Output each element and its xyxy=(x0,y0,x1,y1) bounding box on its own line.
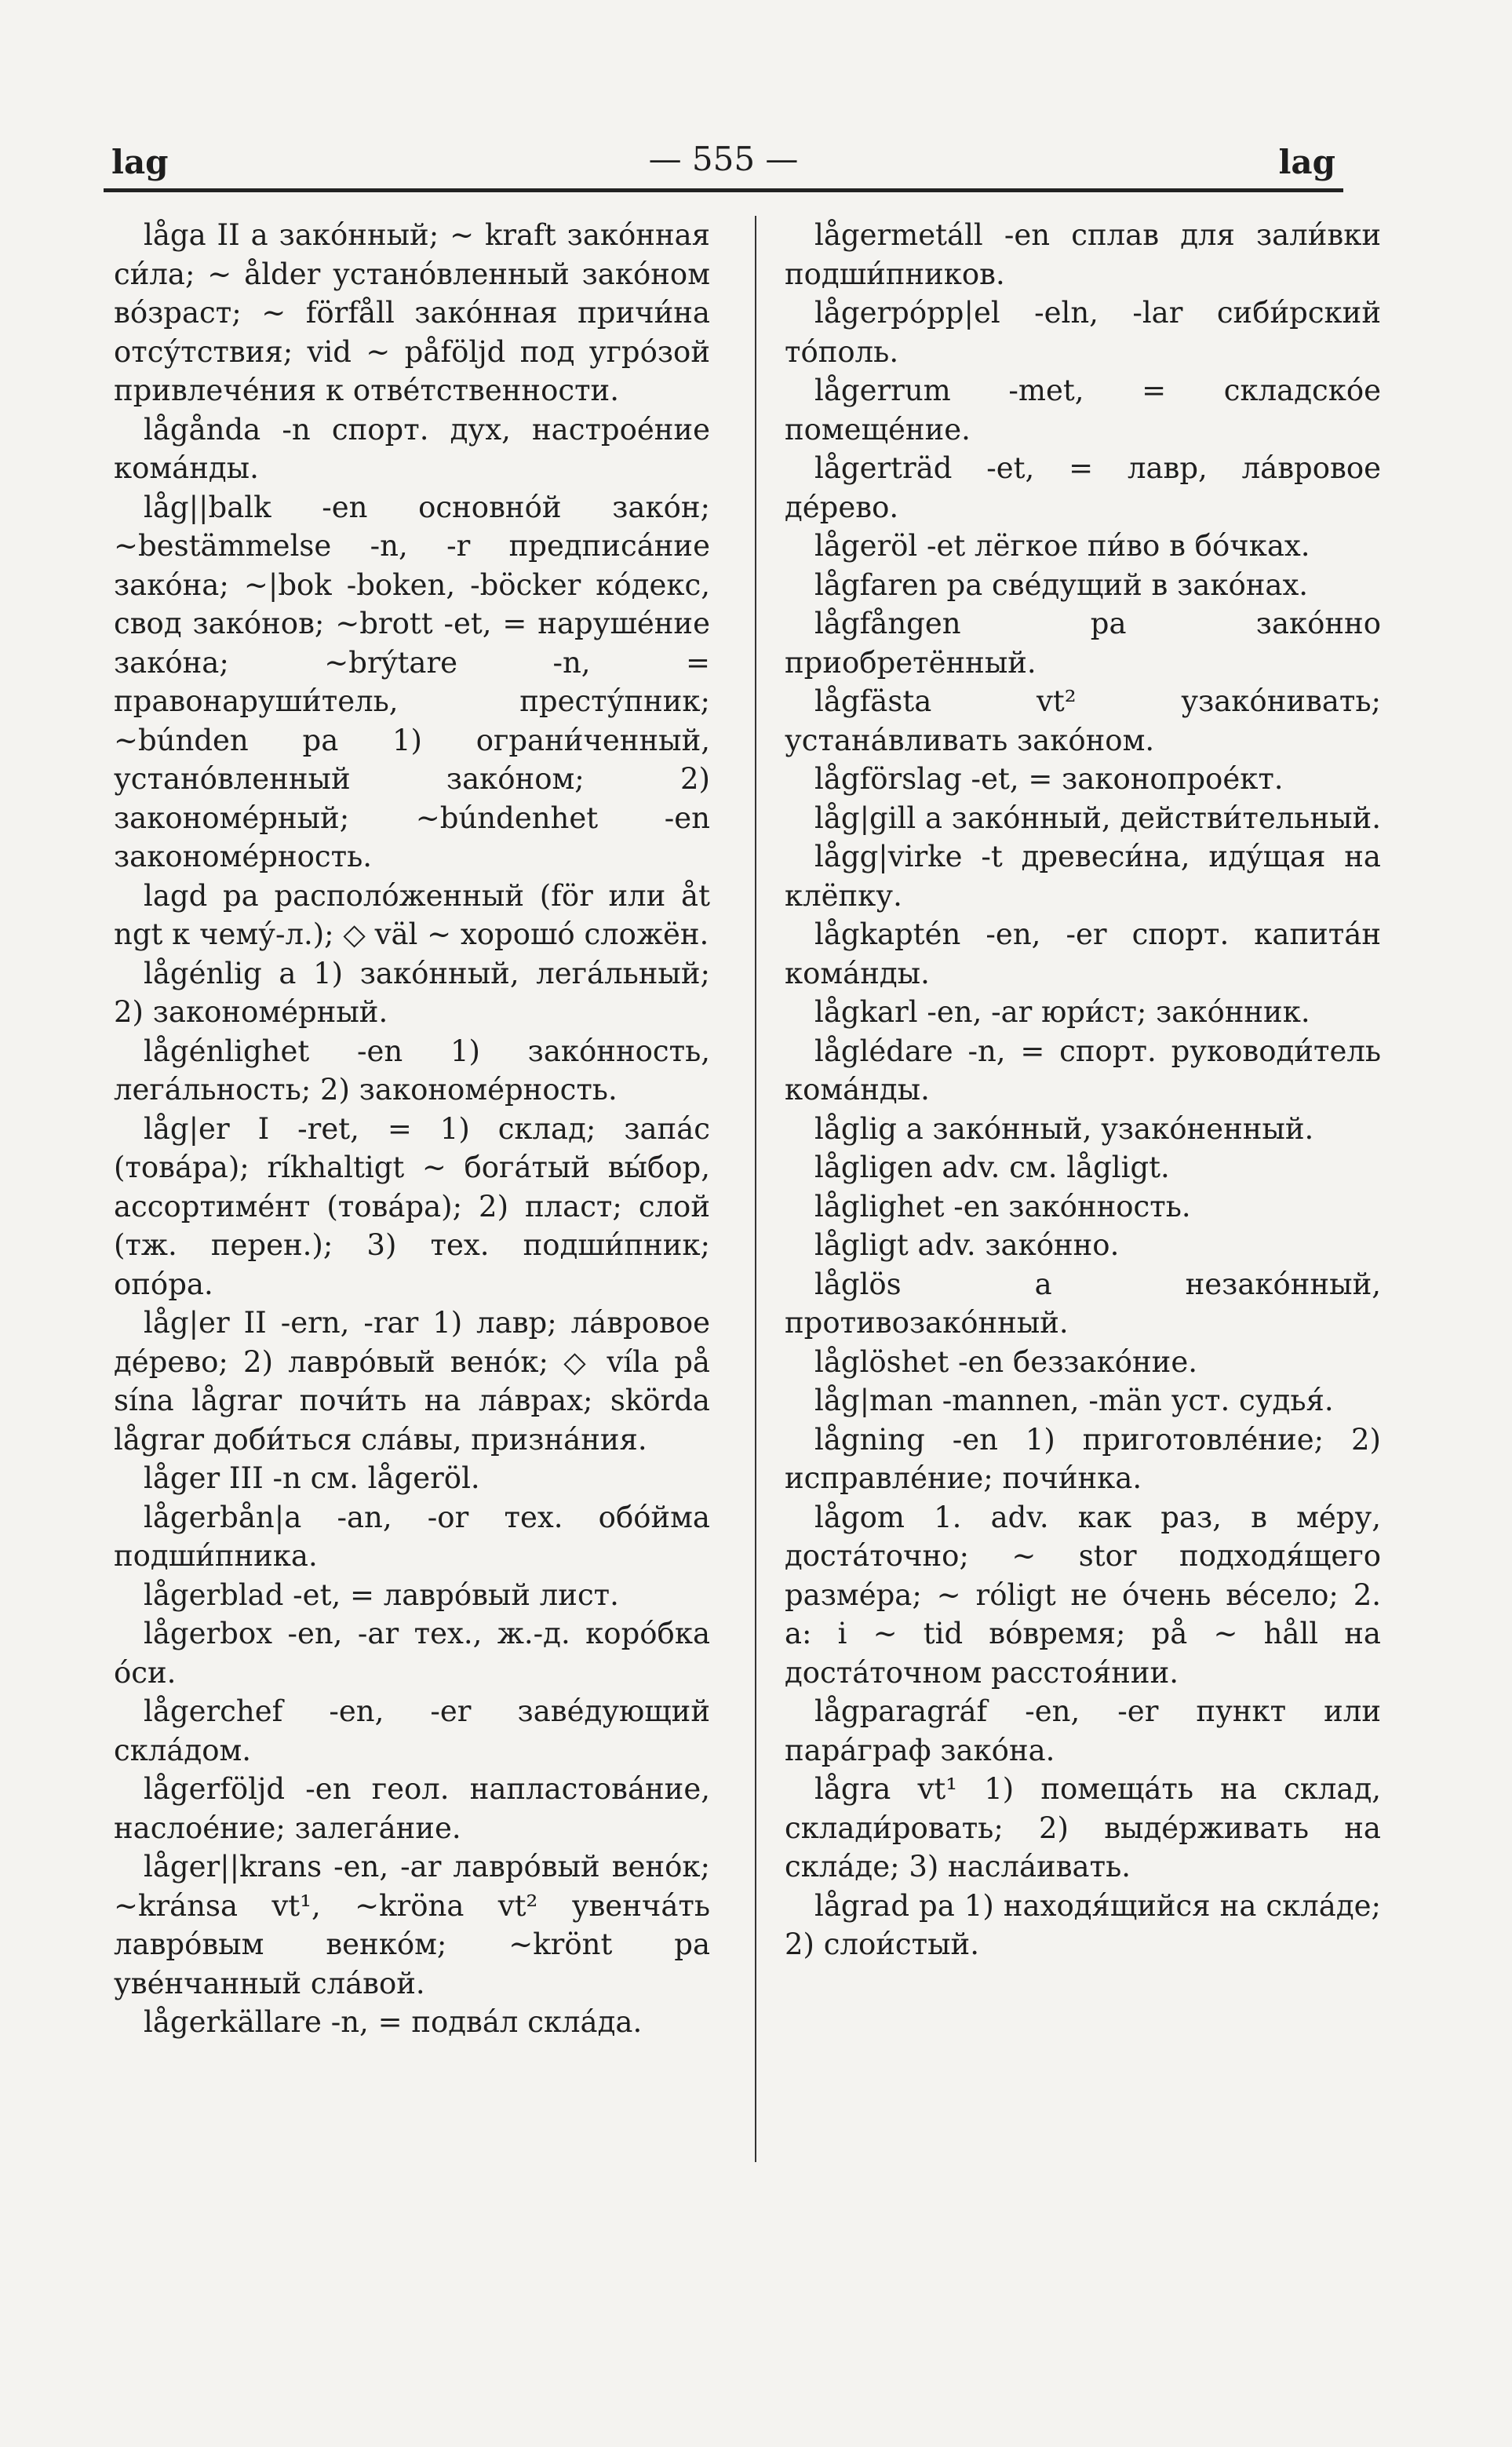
dictionary-entry: lågfästa vt² узако́нивать; устана́вливать зако́ном. xyxy=(785,684,1381,757)
header-right-guide-word: lag xyxy=(1278,143,1335,181)
dictionary-entry: lågkarl -en, -ar юри́ст; зако́нник. xyxy=(814,995,1310,1029)
dictionary-entry: låg|er I -ret, = 1) склад; запа́с (това́ра); ríkhaltigt ~ бога́тый вы́бор, ассортиме́нт (това́ра); 2) пласт; слой (тж. перен.); 3) тех. подши́пник; опо́ра. xyxy=(114,1111,710,1301)
right-column xyxy=(785,216,1381,1964)
page-header xyxy=(104,132,1343,187)
dictionary-entry: låglös a незако́нный, противозако́нный. xyxy=(785,1267,1381,1340)
dictionary-entry: lågg|virke -t древеси́на, иду́щая на клёпку. xyxy=(785,840,1381,913)
dictionary-entry: låger||krans -en, -ar лавро́вый вено́к; ~kránsa vt¹, ~kröna vt² увенча́ть лавро́вым венко́м; ~krönt pa уве́нчанный сла́вой. xyxy=(114,1850,710,2000)
dictionary-entry: lågparagráf -en, -er пункт или пара́граф зако́на. xyxy=(785,1694,1381,1767)
dictionary-entry: låger III -n см. lågeröl. xyxy=(144,1461,480,1495)
dictionary-entry: låglighet -en зако́нность. xyxy=(814,1189,1191,1224)
dictionary-entry: lågfången pa зако́нно приобретённый. xyxy=(785,607,1381,680)
dictionary-entry: lågrad pa 1) находя́щийся на скла́де; 2) слои́стый. xyxy=(785,1888,1381,1961)
dictionary-entry: låg|man -mannen, -män уст. судья́. xyxy=(814,1384,1334,1417)
dictionary-entry: lågermetáll -en сплав для зали́вки подши́пников. xyxy=(785,218,1381,291)
dictionary-entry: lågerträd -et, = лавр, ла́вровое де́рево. xyxy=(785,451,1381,524)
dictionary-entry: lågligen adv. см. lågligt. xyxy=(814,1151,1170,1184)
dictionary-entry: lågånda -n спорт. дух, настрое́ние кома́нды. xyxy=(114,412,710,485)
dictionary-entry: låg||balk -en основно́й зако́н; ~bestämmelse -n, -r предписа́ние зако́на; ~|bok -boken, -böcker ко́декс, свод зако́нов; ~brott -et, = наруше́ние зако́на; ~brýtare -n, = правонаруши́тель, престу́пник; ~búnden pa 1) ограни́ченный, устано́вленный зако́ном; 2) закономе́рный; ~búndenhet -en закономе́рность. xyxy=(114,490,710,873)
dictionary-entry: lågligt adv. зако́нно. xyxy=(814,1228,1120,1262)
dictionary-entry: lågénlig a 1) зако́нный, лега́льный; 2) закономе́рный. xyxy=(114,956,710,1029)
dictionary-entry: lågénlighet -en 1) зако́нность, лега́льность; 2) закономе́рность. xyxy=(114,1034,710,1107)
dictionary-entry: låglig a зако́нный, узако́ненный. xyxy=(814,1111,1314,1146)
dictionary-entry: lågerföljd -en геол. напластова́ние, наслое́ние; залега́ние. xyxy=(114,1772,710,1845)
page-number: — 555 — xyxy=(648,140,799,178)
dictionary-entry: lågning -en 1) приготовле́ние; 2) исправле́ние; почи́нка. xyxy=(785,1422,1381,1495)
dictionary-entry: lågeröl -et лёгкое пи́во в бо́чках. xyxy=(814,529,1310,563)
dictionary-entry: låglédare -n, = спорт. руководи́тель кома́нды. xyxy=(785,1034,1381,1107)
dictionary-entry: lågra vt¹ 1) помеща́ть на склад, склади́ровать; 2) выде́рживать на скла́де; 3) насла́ивать. xyxy=(785,1772,1381,1884)
dictionary-entry: låga II a зако́нный; ~ kraft зако́нная си́ла; ~ ålder устано́вленный зако́ном во́зраст; ~ förfåll зако́нная причи́на отсу́тствия; vid ~ påföljd под угро́зой привлече́ния к отве́тственности. xyxy=(114,218,710,407)
dictionary-entry: lågförslag -et, = законопрое́кт. xyxy=(814,762,1284,796)
dictionary-entry: lågerbån|a -an, -or тех. обо́йма подши́пника. xyxy=(114,1500,710,1573)
dictionary-entry: lågkaptén -en, -er спорт. капита́н кома́нды. xyxy=(785,917,1381,990)
column-divider xyxy=(755,216,756,2162)
dictionary-entry: låglöshet -en беззако́ние. xyxy=(814,1344,1197,1379)
dictionary-entry: låg|er II -ern, -rar 1) лавр; ла́вровое де́рево; 2) лавро́вый вено́к; ◇ víla på sína lågrar почи́ть на ла́врах; skörda lågrar доби́ться сла́вы, призна́ния. xyxy=(114,1306,710,1457)
dictionary-entry: lågerchef -en, -er заве́дующий скла́дом. xyxy=(114,1694,710,1767)
dictionary-entry: lågfaren pa све́дущий в зако́нах. xyxy=(814,567,1309,602)
dictionary-entry: lågerrum -met, = складско́е помеще́ние. xyxy=(785,374,1381,447)
dictionary-entry: lågerpópp|el -eln, -lar сиби́рский то́поль. xyxy=(785,296,1381,369)
dictionary-entry: lågerbox -en, -ar тех., ж.-д. коро́бка о́си. xyxy=(114,1617,710,1690)
dictionary-entry: låg|gill a зако́нный, действи́тельный. xyxy=(814,800,1381,835)
header-left-guide-word: lag xyxy=(111,143,169,181)
header-rule xyxy=(104,188,1343,192)
dictionary-entry: lågerblad -et, = лавро́вый лист. xyxy=(144,1577,619,1612)
dictionary-entry: lågerkällare -n, = подва́л скла́да. xyxy=(144,2005,643,2039)
dictionary-entry: lagd pa располо́женный (för или åt ngt к чему́-л.); ◇ väl ~ хорошо́ сложён. xyxy=(114,878,710,951)
dictionary-entry: lågom 1. adv. как раз, в ме́ру, доста́точно; ~ stor подходя́щего разме́ра; ~ róligt не о́чень ве́село; 2. a: i ~ tid во́время; på ~ håll на доста́точном расстоя́нии. xyxy=(785,1500,1381,1690)
left-column xyxy=(114,216,710,2042)
